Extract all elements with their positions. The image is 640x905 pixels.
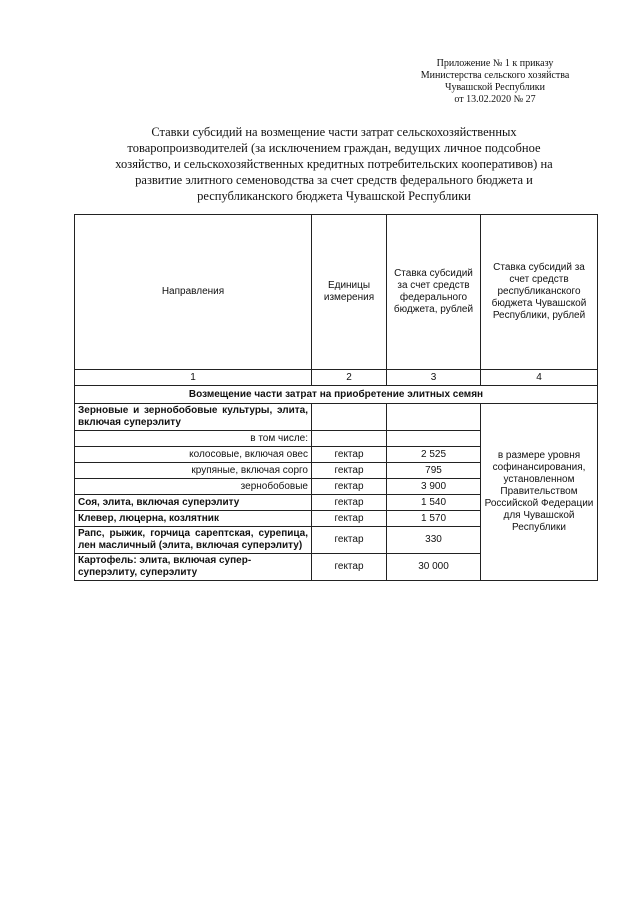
row-unit: гектар bbox=[312, 495, 387, 511]
row-unit: гектар bbox=[312, 479, 387, 495]
title-line: республиканского бюджета Чувашской Республики bbox=[197, 189, 471, 203]
row-unit: гектар bbox=[312, 554, 387, 581]
row-name: зернобобовые bbox=[75, 479, 312, 495]
row-rate: 3 900 bbox=[387, 479, 481, 495]
header-row bbox=[75, 215, 598, 370]
appendix-line: от 13.02.2020 № 27 bbox=[454, 94, 536, 105]
row-unit: гектар bbox=[312, 463, 387, 479]
column-number: 3 bbox=[387, 370, 481, 386]
row-rate: 1 570 bbox=[387, 511, 481, 527]
row-name: колосовые, включая овес bbox=[75, 447, 312, 463]
row-name: Соя, элита, включая суперэлиту bbox=[75, 495, 312, 511]
row-name: Клевер, люцерна, козлятник bbox=[75, 511, 312, 527]
title-line: товаропроизводителей (за исключением граждан, ведущих личное подсобное bbox=[127, 141, 541, 155]
row-name: Зерновые и зернобобовые культуры, элита, включая суперэлиту bbox=[75, 404, 312, 431]
document-title bbox=[60, 124, 608, 204]
row-rate: 795 bbox=[387, 463, 481, 479]
header-direction: Направления bbox=[75, 215, 312, 370]
appendix-header bbox=[380, 58, 610, 106]
table-row bbox=[75, 404, 598, 431]
column-number-row bbox=[75, 370, 598, 386]
title-line: развитие элитного семеноводства за счет средств федерального бюджета и bbox=[135, 173, 533, 187]
row-rate bbox=[387, 431, 481, 447]
row-unit: гектар bbox=[312, 511, 387, 527]
column-number: 1 bbox=[75, 370, 312, 386]
header-regional-rate: Ставка субсидий за счет средств республиканского бюджета Чувашской Республики, рублей bbox=[481, 215, 598, 370]
title-line: Ставки субсидий на возмещение части затрат сельскохозяйственных bbox=[151, 125, 517, 139]
regional-rate-note: в размере уровня софинансирования, установленном Правительством Российской Федерации для Чувашской Республики bbox=[481, 404, 598, 581]
subsidy-rates-table bbox=[74, 214, 598, 581]
column-number: 4 bbox=[481, 370, 598, 386]
row-name: Картофель: элита, включая супер-суперэлиту, суперэлиту bbox=[75, 554, 312, 581]
row-name: Рапс, рыжик, горчица сарептская, сурепица, лен масличный (элита, включая суперэлиту) bbox=[75, 527, 312, 554]
row-rate bbox=[387, 404, 481, 431]
appendix-line: Министерства сельского хозяйства bbox=[420, 70, 570, 81]
header-federal-rate: Ставка субсидий за счет средств федерального бюджета, рублей bbox=[387, 215, 481, 370]
row-name: в том числе: bbox=[75, 431, 312, 447]
appendix-line: Приложение № 1 к приказу bbox=[436, 58, 554, 69]
row-name: крупяные, включая сорго bbox=[75, 463, 312, 479]
section-title: Возмещение части затрат на приобретение элитных семян bbox=[75, 386, 598, 404]
section-row bbox=[75, 386, 598, 404]
row-unit: гектар bbox=[312, 527, 387, 554]
column-number: 2 bbox=[312, 370, 387, 386]
appendix-line: Чувашской Республики bbox=[444, 82, 546, 93]
row-unit: гектар bbox=[312, 447, 387, 463]
row-unit bbox=[312, 404, 387, 431]
row-rate: 1 540 bbox=[387, 495, 481, 511]
row-unit bbox=[312, 431, 387, 447]
row-rate: 2 525 bbox=[387, 447, 481, 463]
header-units: Единицы измерения bbox=[312, 215, 387, 370]
row-rate: 330 bbox=[387, 527, 481, 554]
title-line: хозяйство, и сельскохозяйственных кредитных потребительских кооперативов) на bbox=[115, 157, 553, 171]
row-rate: 30 000 bbox=[387, 554, 481, 581]
